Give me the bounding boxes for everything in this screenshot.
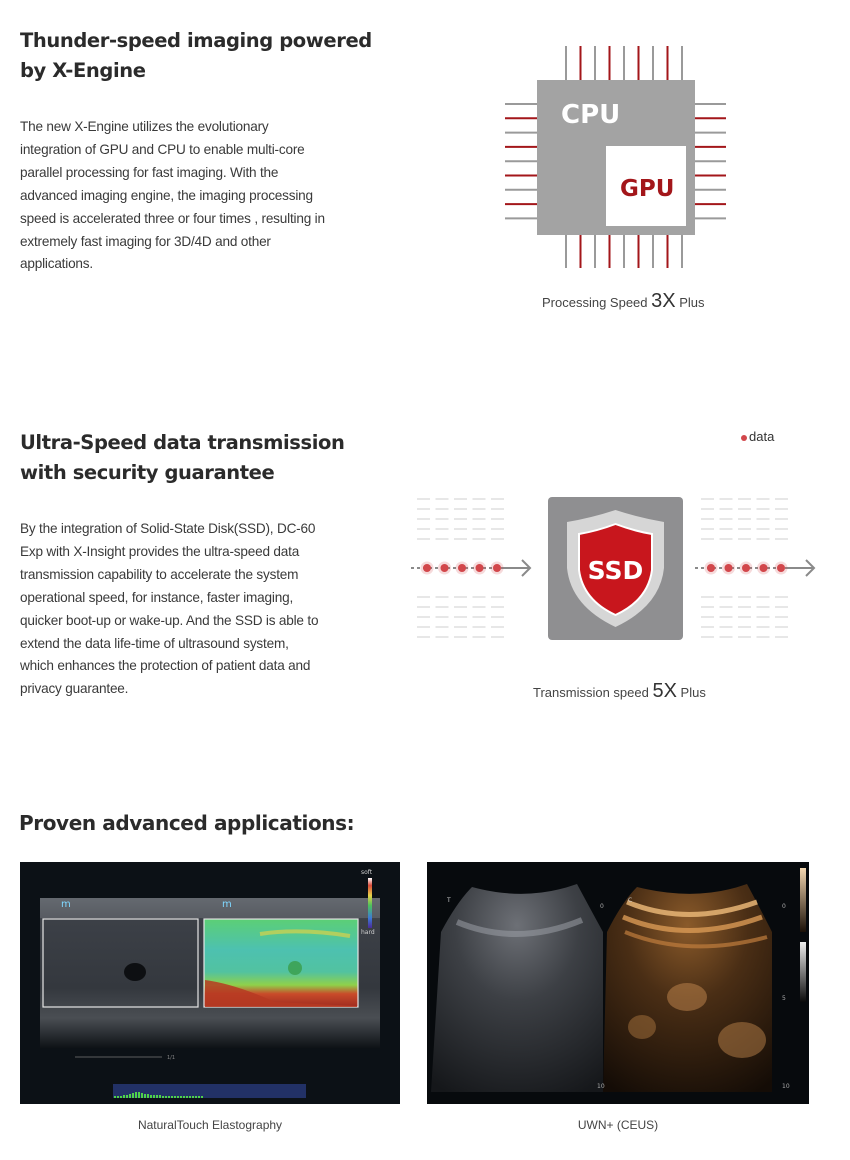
scan-marker-right: m bbox=[222, 899, 232, 910]
paragraph-line: extend the data life-time of ultrasound system, bbox=[20, 635, 289, 651]
paragraph-line: The new X-Engine utilizes the evolutionary bbox=[20, 119, 269, 134]
ceus-depth-mid: 5 bbox=[782, 995, 786, 1002]
ceus-depth-top-right: 0 bbox=[782, 903, 786, 910]
quality-bar bbox=[150, 1095, 152, 1098]
data-dot bbox=[725, 564, 733, 572]
quality-bar bbox=[162, 1096, 164, 1098]
title-line-1: Ultra-Speed data transmission bbox=[20, 431, 345, 454]
data-transmission-diagram bbox=[405, 490, 830, 645]
quality-bar bbox=[171, 1096, 173, 1098]
paragraph-line: applications. bbox=[20, 256, 93, 272]
quality-bar bbox=[165, 1096, 167, 1098]
scan-page-indicator: 1/1 bbox=[167, 1055, 176, 1061]
quality-bar bbox=[201, 1096, 203, 1098]
quality-bar bbox=[138, 1092, 140, 1098]
paragraph-line: quicker boot-up or wake-up. And the SSD is able to bbox=[20, 612, 319, 628]
caption-prefix: Transmission speed bbox=[533, 685, 653, 700]
quality-bar bbox=[177, 1096, 179, 1098]
quality-bar bbox=[195, 1096, 197, 1098]
quality-bar bbox=[114, 1096, 116, 1098]
quality-bar bbox=[135, 1092, 137, 1098]
data-dot bbox=[476, 564, 484, 572]
legend-label: data bbox=[749, 429, 775, 444]
ceus-depth-bottom-right: 10 bbox=[782, 1083, 790, 1090]
paragraph-line: extremely fast imaging for 3D/4D and other bbox=[20, 233, 271, 249]
quality-bar bbox=[129, 1094, 131, 1098]
quality-bar bbox=[117, 1096, 119, 1098]
quality-bar bbox=[153, 1095, 155, 1098]
data-dot bbox=[760, 564, 768, 572]
elastography-image bbox=[20, 862, 400, 1104]
ssd-paragraph bbox=[20, 518, 400, 701]
title-line-2: by X-Engine bbox=[20, 59, 146, 82]
quality-bar bbox=[144, 1094, 146, 1098]
paragraph-line: parallel processing for fast imaging. With the bbox=[20, 164, 279, 180]
title-line-1: Thunder-speed imaging powered bbox=[20, 29, 372, 52]
scale-hard-label: hard bbox=[361, 929, 375, 936]
quality-bar bbox=[156, 1095, 158, 1098]
scan-marker-left: m bbox=[61, 899, 71, 910]
elastography-caption: NaturalTouch Elastography bbox=[137, 1118, 283, 1132]
paragraph-line: By the integration of Solid-State Disk(SSD), DC-60 bbox=[20, 521, 316, 536]
section-title-x-engine bbox=[20, 26, 400, 86]
quality-bar bbox=[180, 1096, 182, 1098]
quality-bar bbox=[174, 1096, 176, 1098]
ceus-depth-top-left: 0 bbox=[600, 903, 604, 910]
caption-suffix: Plus bbox=[676, 685, 706, 700]
paragraph-line: advanced imaging engine, the imaging processing bbox=[20, 187, 313, 203]
quality-bar bbox=[132, 1093, 134, 1098]
paragraph-line: Exp with X-Insight provides the ultra-speed data bbox=[20, 543, 300, 559]
data-dot bbox=[441, 564, 449, 572]
data-dot-icon bbox=[741, 435, 747, 441]
paragraph-line: privacy guarantee. bbox=[20, 681, 129, 697]
quality-bar bbox=[126, 1095, 128, 1098]
data-dot bbox=[742, 564, 750, 572]
ceus-left-tag: T bbox=[447, 897, 451, 904]
paragraph-line: integration of GPU and CPU to enable multi-core bbox=[20, 141, 305, 157]
quality-bar bbox=[159, 1095, 161, 1098]
quality-bar bbox=[198, 1096, 200, 1098]
quality-bar bbox=[183, 1096, 185, 1098]
paragraph-line: transmission capability to accelerate the system bbox=[20, 566, 299, 582]
quality-bar bbox=[189, 1096, 191, 1098]
caption-value: 5X bbox=[652, 680, 677, 702]
data-dot bbox=[493, 564, 501, 572]
caption-value: 3X bbox=[651, 290, 676, 312]
ceus-caption: UWN+ (CEUS) bbox=[577, 1118, 659, 1132]
section-title-ssd bbox=[20, 428, 400, 488]
ceus-right-tag: C bbox=[628, 897, 633, 904]
data-dot bbox=[777, 564, 785, 572]
quality-bar bbox=[147, 1094, 149, 1098]
chip-cpu-label: CPU bbox=[561, 100, 621, 130]
title-line-2: with security guarantee bbox=[20, 461, 275, 484]
cpu-chip-icon bbox=[500, 40, 730, 275]
data-dot bbox=[423, 564, 431, 572]
ceus-image bbox=[427, 862, 809, 1104]
section-x-engine bbox=[20, 26, 400, 276]
data-legend bbox=[741, 429, 774, 444]
paragraph-line: operational speed, for instance, faster imaging, bbox=[20, 589, 294, 605]
elastography-scan bbox=[20, 862, 400, 1104]
quality-bar bbox=[192, 1096, 194, 1098]
quality-bar bbox=[120, 1096, 122, 1098]
data-dot bbox=[458, 564, 466, 572]
ceus-depth-bottom-left: 10 bbox=[597, 1083, 605, 1090]
ceus-scan bbox=[427, 862, 809, 1104]
caption-suffix: Plus bbox=[675, 295, 705, 310]
scale-soft-label: soft bbox=[361, 869, 373, 876]
paragraph-line: speed is accelerated three or four times , resulting in bbox=[20, 210, 325, 226]
quality-bar bbox=[186, 1096, 188, 1098]
chip-gpu-label: GPU bbox=[620, 176, 675, 202]
paragraph-line: which enhances the protection of patient data and bbox=[20, 658, 311, 674]
section-title-applications: Proven advanced applications: bbox=[19, 811, 355, 835]
transmission-speed-caption bbox=[533, 680, 706, 703]
processing-speed-caption bbox=[542, 290, 705, 313]
x-engine-paragraph bbox=[20, 116, 400, 276]
quality-bar bbox=[168, 1096, 170, 1098]
ssd-label: SSD bbox=[587, 556, 644, 585]
caption-prefix: Processing Speed bbox=[542, 295, 652, 310]
section-ssd bbox=[20, 428, 400, 701]
quality-bar bbox=[123, 1095, 125, 1098]
data-dot bbox=[707, 564, 715, 572]
quality-bar bbox=[141, 1093, 143, 1098]
